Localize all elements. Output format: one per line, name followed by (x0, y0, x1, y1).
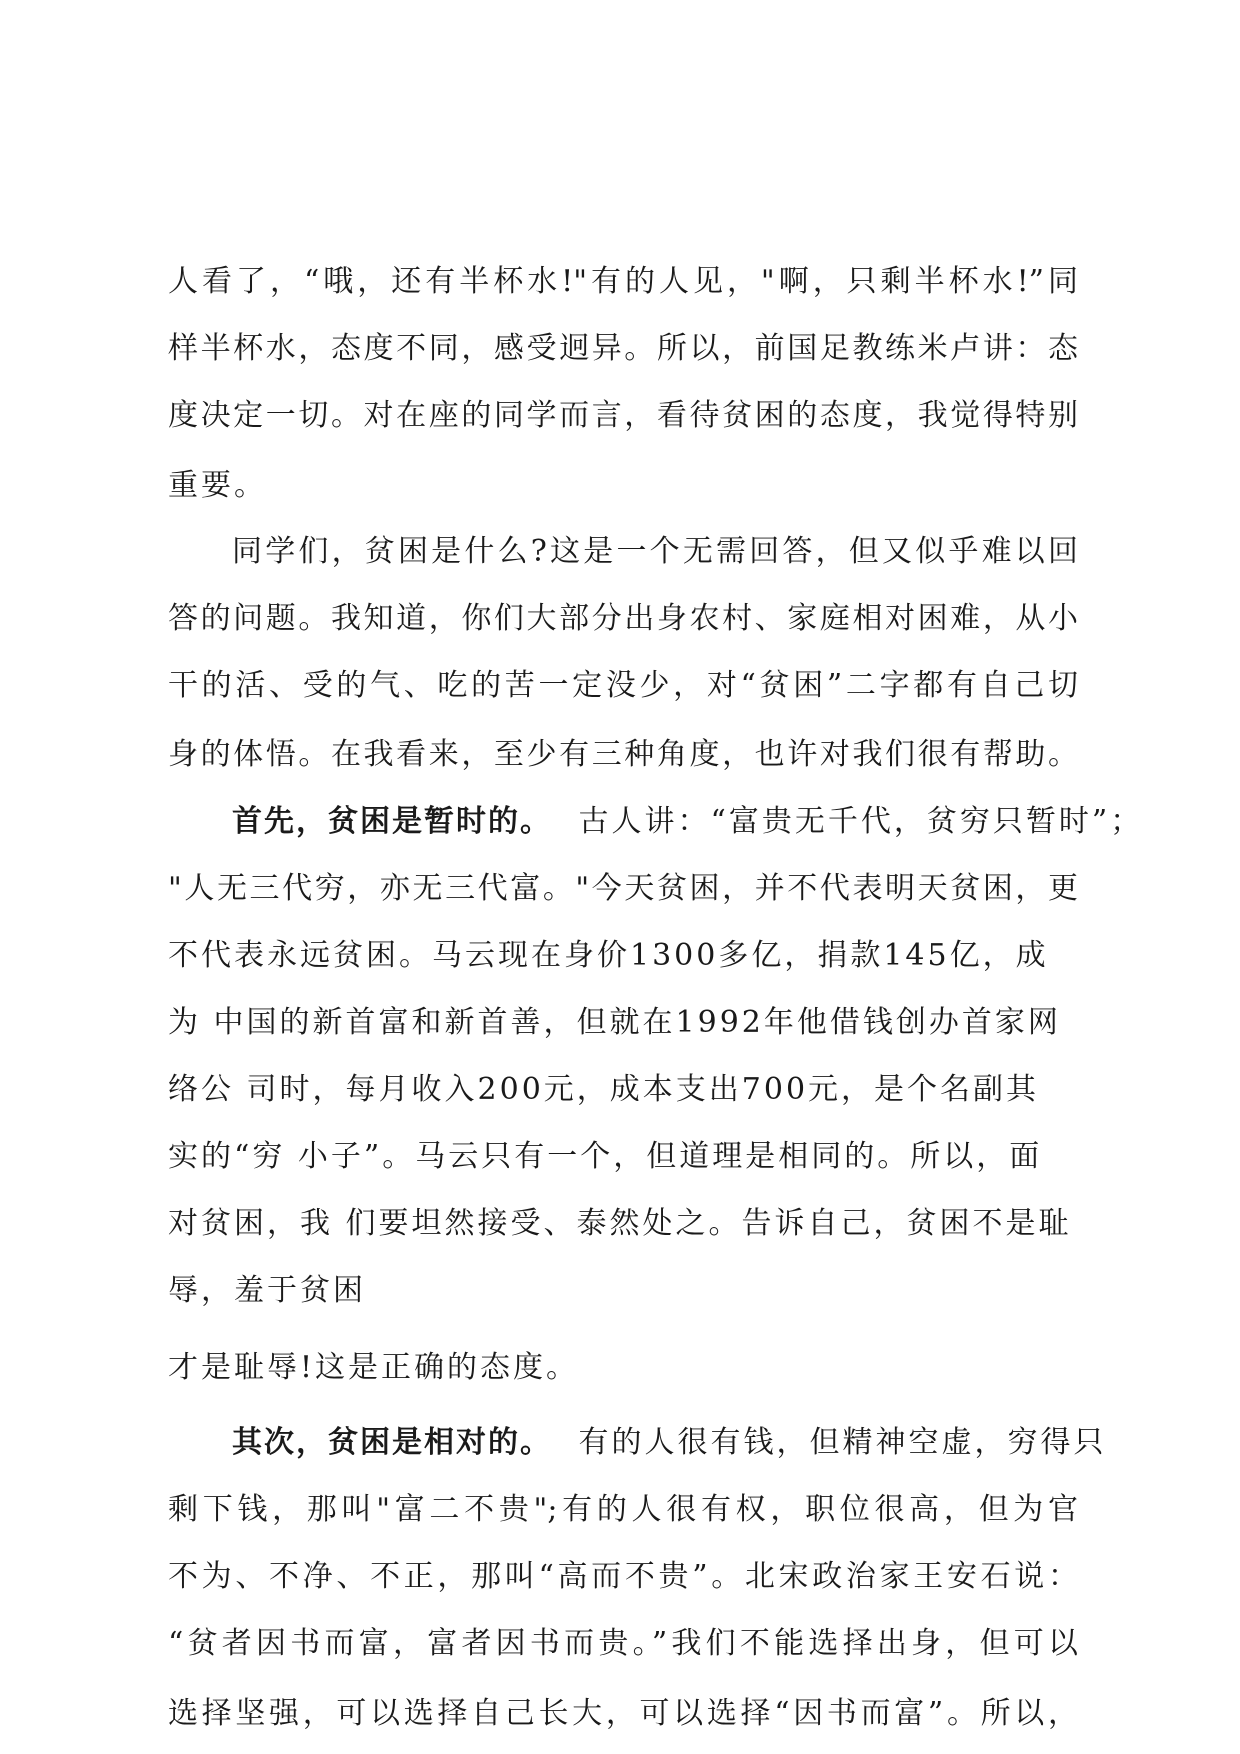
body-text-line: 不代表永远贫困。马云现在身价1300多亿，捐款145亿，成 (168, 938, 1049, 973)
body-text-line: 度决定一切。对在座的同学而言，看待贫困的态度，我觉得特别 (168, 398, 1078, 433)
body-text-line: 样半杯水，态度不同，感受迥异。所以，前国足教练米卢讲：态 (168, 331, 1078, 366)
body-text-line: 辱，羞于贫困 (168, 1273, 366, 1308)
body-text-line: 重要。 (168, 468, 267, 503)
body-text-line: 选择坚强，可以选择自己长大，可以选择“因书而富”。所以， (168, 1696, 1078, 1731)
body-text-line: 不为、不净、不正，那叫“高而不贵”。北宋政治家王安石说： (168, 1559, 1078, 1594)
body-text-line: 同学们，贫困是什么?这是一个无需回答，但又似乎难以回 (232, 534, 1078, 569)
body-text-line: 对贫困，我 们要坦然接受、泰然处之。告诉自己，贫困不是耻 (168, 1206, 1072, 1241)
body-text-span: 有的人很有钱，但精神空虚，穷得只 (578, 1425, 1107, 1460)
body-text-line: 干的活、受的气、吃的苦一定没少，对“贫困”二字都有自己切 (168, 668, 1078, 703)
body-text-line: 答的问题。我知道，你们大部分出身农村、家庭相对困难，从小 (168, 601, 1078, 636)
body-text-line: 才是耻辱!这是正确的态度。 (168, 1350, 580, 1385)
body-text-line: 实的“穷 小子”。马云只有一个，但道理是相同的。所以，面 (168, 1139, 1043, 1174)
body-text-span: 古人讲：“富贵无千代，贫穷只暂时”； (578, 804, 1144, 839)
body-text-line: “贫者因书而富，富者因书而贵。”我们不能选择出身，但可以 (168, 1626, 1078, 1661)
paragraph-first-line (232, 802, 1144, 842)
body-text-line: "人无三代穷，亦无三代富。"今天贫困，并不代表明天贫困，更 (168, 871, 1078, 906)
body-text-line: 身的体悟。在我看来，至少有三种角度，也许对我们很有帮助。 (168, 737, 1078, 772)
body-text-line: 人看了，“哦，还有半杯水!"有的人见，"啊，只剩半杯水!”同 (168, 264, 1078, 299)
section-heading-relative: 其次，贫困是相对的。 (232, 1425, 552, 1460)
body-text-line: 为 中国的新首富和新首善，但就在1992年他借钱创办首家网 (168, 1005, 1061, 1040)
paragraph-first-line (232, 1423, 1107, 1463)
body-text-line: 络公 司时，每月收入200元，成本支出700元，是个名副其 (168, 1072, 1040, 1107)
body-text-line: 剩下钱，那叫"富二不贵";有的人很有权，职位很高，但为官 (168, 1492, 1078, 1527)
section-heading-temporary: 首先，贫困是暂时的。 (232, 804, 552, 839)
